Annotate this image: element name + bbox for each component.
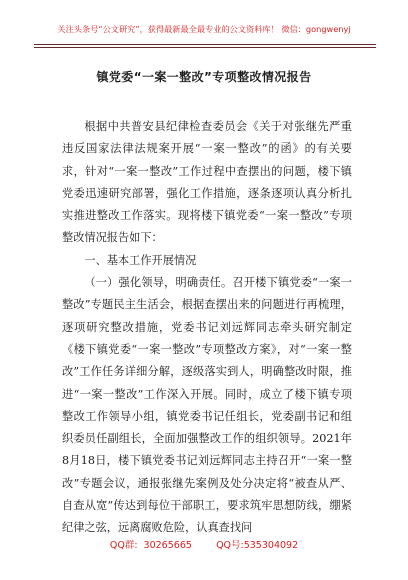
- section-heading: 一、基本工作开展情况: [84, 253, 197, 267]
- intro-paragraph: 根据中共普安县纪律检查委员会《关于对张继先严重违反国家法律法规案开展“一案一整改”的函》的有关要求，针对“一案一整改”工作过程中查摆出的问题，楼下镇党委迅速研究部署，强化工作措施，逐条逐项认真分析扎实推进整改工作落实。现将楼下镇党委“一案一整改”专项整改情况报告如下：: [62, 120, 352, 245]
- header-divider-thin: [34, 47, 376, 48]
- header-divider-thick: [34, 44, 376, 45]
- footer-contact: QQ群: 30265665 QQ号:535304092: [109, 540, 299, 551]
- header-banner: 关注头条号“公文研究”，获得最新最全最专业的公文资料库！ 微信：gongwenyj: [57, 24, 351, 34]
- document-title: 镇党委“一案一整改”专项整改情况报告: [96, 70, 312, 84]
- section-paragraph: （一）强化领导，明确责任。召开楼下镇党委“一案一整改”专题民主生活会，根据查摆出来的问题进行再梳理，逐项研究整改措施，党委书记刘远辉同志牵头研究制定《楼下镇党委“一案一整改”专项整改方案》，对“一案一整改”工作任务详细分解，逐级落实到人，明确整改时限，推进“一案一整改”工作深入开展。同时，成立了楼下镇专项整改工作领导小组，镇党委书记任组长，党委副书记和组织委员任副组长，全面加强整改工作的组织领导。2021年8月18日，楼下镇党委书记刘远辉同志主持召开“一案一整改”专题会议，通报张继先案例及处分决定将“被查从严、自查从宽”传达到每位干部职工，要求筑牢思想防线，绷紧纪律之弦，远离腐败危险，认真查找问: [62, 276, 352, 535]
- document-body: [62, 116, 352, 540]
